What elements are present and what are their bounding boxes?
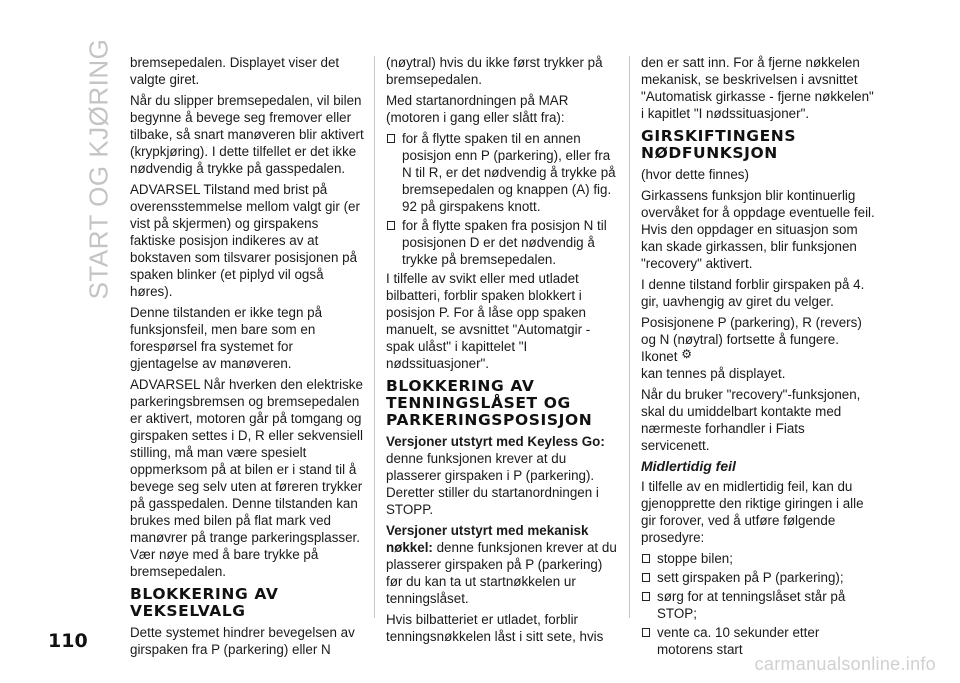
- page-number: 110: [48, 630, 88, 652]
- paragraph: Denne tilstanden er ikke tegn på funksjonsfeil, men bare som en forespørsel fra systemet for gjentagelse av manøveren.: [130, 305, 323, 371]
- paragraph: I tilfelle av svikt eller med utladet bilbatteri, forblir spaken blokkert i posisjon P. For å låse opp spaken manuelt, se avsnittet "Automatgir - spak ulåst" i kapittelet "I nødssituasjoner".: [386, 271, 591, 371]
- bullet-box-icon: [387, 134, 395, 143]
- text-column-3: [641, 54, 875, 660]
- paragraph: [641, 314, 875, 382]
- section-title-vertical: [80, 38, 118, 300]
- italic-subheading: Midlertidig feil: [641, 458, 736, 474]
- watermark: carmanualsonline.info: [754, 654, 936, 674]
- bullet-item: [641, 569, 875, 586]
- bullet-box-icon: [642, 592, 650, 601]
- paragraph: (hvor dette finnes): [641, 167, 749, 182]
- paragraph: [386, 433, 620, 518]
- paragraph: [386, 522, 620, 607]
- bullet-box-icon: [387, 221, 395, 230]
- text-column-2: [386, 54, 620, 649]
- text-column-1: [130, 54, 364, 662]
- bullet-text: sett girspaken på P (parkering);: [657, 570, 844, 585]
- paragraph: Girkassens funksjon blir kontinuerlig overvåket for å oppdage eventuelle feil. Hvis den oppdager en situasjon som kan skade girkassen, blir funksjonen "recovery" aktivert.: [641, 188, 875, 271]
- paragraph-text: denne funksjonen krever at du plasserer girspaken på P (parkering) før du kan ta ut startnøkkelen ur tenningslåset.: [386, 540, 617, 606]
- gear-warning-icon: ⚙: [681, 347, 692, 361]
- bullet-text: vente ca. 10 sekunder etter motorens start: [657, 625, 820, 657]
- bullet-text: stoppe bilen;: [657, 551, 733, 566]
- bullet-box-icon: [642, 554, 650, 563]
- warning-paragraph: ADVARSEL Når hverken den elektriske parkeringsbremsen og bremsepedalen er aktivert, motoren går på tomgang og girspaken settes i D, R eller sekvensiell stilling, må man være spesielt oppmerksom på at bilen er i stand til å bevege seg selv uten at føreren trykker på gasspedalen. Denne tilstanden kan brukes med bilen på flat mark ved manøvrer på trange parkeringsplasser. Vær nøye med å bare trykke på bremsepedalen.: [130, 377, 363, 579]
- bullet-item: [641, 588, 875, 622]
- bullet-item: [386, 130, 620, 215]
- paragraph: Når du slipper bremsepedalen, vil bilen begynne å bevege seg fremover eller tilbake, så snart manøveren blir aktivert (krypkjøring). I dette tilfellet er det ikke nødvendig å trykke på gasspedalen.: [130, 93, 364, 176]
- paragraph: Hvis bilbatteriet er utladet, forblir tenningsnøkkelen låst i sitt sete, hvis: [386, 612, 604, 644]
- column-divider: [629, 56, 630, 618]
- bullet-item: [386, 217, 620, 268]
- warning-paragraph: ADVARSEL Tilstand med brist på overensstemmelse mellom valgt gir (er vist på skjermen) og girspakens faktiske posisjon indikeres av at bokstaven som tilsvarer posisjonen på spaken blinker (et piplyd vil også høres).: [130, 182, 360, 299]
- bullet-box-icon: [642, 573, 650, 582]
- paragraph-text: Posisjonene P (parkering), R (revers) og N (nøytral) fortsette å fungere. Ikonet: [641, 315, 862, 364]
- bullet-item: [641, 624, 875, 658]
- paragraph: den er satt inn. For å fjerne nøkkelen mekanisk, se beskrivelsen i avsnittet "Automatisk girkasse - fjerne nøkkelen" i kapitlet "I nødssituasjoner".: [641, 55, 874, 121]
- paragraph: Med startanordningen på MAR (motoren i gang eller slått fra):: [386, 93, 569, 125]
- paragraph: Når du bruker "recovery"-funksjonen, skal du umiddelbart kontakte med nærmeste forhandler i Fiats servicenett.: [641, 387, 861, 453]
- paragraph: (nøytral) hvis du ikke først trykker på bremsepedalen.: [386, 55, 603, 87]
- subheading: Versjoner utstyrt med Keyless Go:: [386, 434, 605, 449]
- paragraph: I tilfelle av en midlertidig feil, kan du gjenopprette den riktige giringen i alle gir forover, ved å utføre følgende prosedyre:: [641, 479, 864, 545]
- paragraph-text: denne funksjonen krever at du plasserer girspaken i P (parkering). Deretter stiller du startanordningen i STOPP.: [386, 451, 599, 517]
- bullet-item: [641, 550, 875, 567]
- paragraph: bremsepedalen. Displayet viser det valgte giret.: [130, 55, 340, 87]
- section-heading: GIRSKIFTINGENS NØDFUNKSJON: [641, 127, 797, 162]
- bullet-text: sørg for at tenningslåset står på STOP;: [657, 589, 846, 621]
- column-divider: [374, 56, 375, 618]
- subheading: Versjoner utstyrt med mekanisk nøkkel:: [386, 523, 589, 555]
- bullet-text: for å flytte spaken til en annen posisjon enn P (parkering), eller fra N til R, er det nødvendig å trykke på bremsepedalen og knappen (A) fig. 92 på girspakens knott.: [402, 131, 616, 214]
- paragraph-text: kan tennes på displayet.: [641, 366, 786, 381]
- bullet-box-icon: [642, 628, 650, 637]
- bullet-text: for å flytte spaken fra posisjon N til posisjonen D er det nødvendig å trykke på bremsepedalen.: [402, 218, 607, 267]
- section-heading: BLOKKERING AV TENNINGSLÅSET OG PARKERINGSPOSISJON: [386, 377, 593, 429]
- paragraph: I denne tilstand forblir girspaken på 4. gir, uavhengig av giret du velger.: [641, 277, 865, 309]
- section-heading: BLOKKERING AV VEKSELVALG: [130, 585, 279, 620]
- section-title-text: START OG KJØRING: [83, 38, 114, 300]
- paragraph: Dette systemet hindrer bevegelsen av girspaken fra P (parkering) eller N: [130, 625, 355, 657]
